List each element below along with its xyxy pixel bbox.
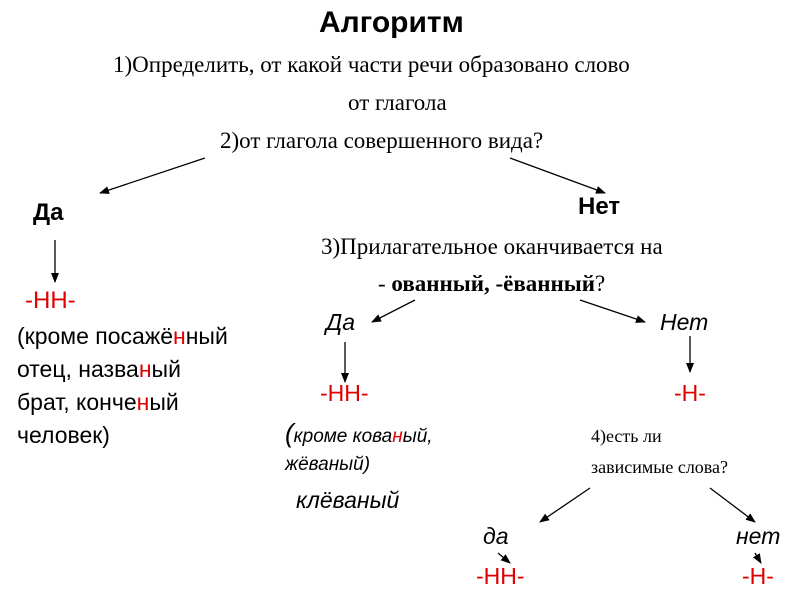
sub-yes-result: -НН- xyxy=(320,380,369,406)
branch-yes-label: Да xyxy=(33,199,64,226)
step3-text: 3)Прилагательное оканчивается на xyxy=(321,234,663,259)
arrow-q4-no-to-n xyxy=(755,553,761,563)
q4-yes-label: да xyxy=(483,523,509,549)
arrow-to-sub-yes xyxy=(372,300,415,322)
exception-line: человек) xyxy=(17,422,110,448)
diagram-title: Алгоритм xyxy=(319,6,464,39)
step4-line-2: зависимые слова? xyxy=(591,457,729,477)
q4-no-label: нет xyxy=(736,523,781,549)
exception-line: отец, названый xyxy=(17,356,181,382)
exception-line: брат, конченый xyxy=(17,389,179,415)
exception-line: (кроме посажённый xyxy=(17,323,228,349)
sub-yes-label: Да xyxy=(326,309,355,335)
step1-text: 1)Определить, от какой части речи образовано слово xyxy=(113,52,630,77)
sub-no-label: Нет xyxy=(660,309,709,335)
sub-yes-exception-3: клёваный xyxy=(296,487,400,513)
step2-text: 2)от глагола совершенного вида? xyxy=(220,128,544,153)
sub-no-result: -Н- xyxy=(674,380,706,406)
arrow-to-q4-yes xyxy=(540,488,590,522)
arrow-to-q4-no xyxy=(710,488,755,522)
branch-no-label: Нет xyxy=(578,193,621,220)
q4-yes-result: -НН- xyxy=(476,563,525,589)
q4-no-result: -Н- xyxy=(742,563,774,589)
arrow-to-sub-no xyxy=(580,300,645,322)
step3-suffixes: - ованный, -ёванный? xyxy=(378,271,606,296)
branch-yes-result: -НН- xyxy=(25,287,76,314)
from-verb-text: от глагола xyxy=(348,90,447,115)
sub-yes-exception-2: жёваный) xyxy=(285,454,371,475)
step4-line-1: 4)есть ли xyxy=(591,426,662,446)
sub-yes-exception-1: (кроме кованый, xyxy=(285,418,433,448)
arrow-q4-yes-to-nn xyxy=(498,553,510,563)
arrow-to-yes xyxy=(100,158,205,193)
arrow-to-no xyxy=(510,158,605,193)
